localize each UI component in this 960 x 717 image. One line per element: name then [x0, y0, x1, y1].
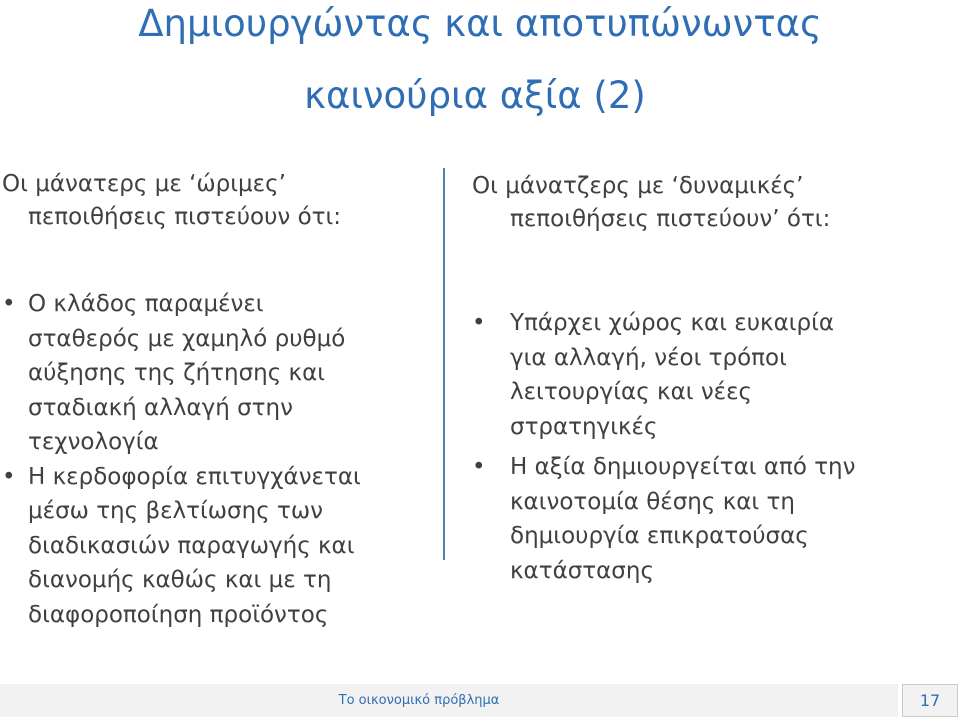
bullet-line: κατάστασης	[510, 557, 654, 584]
bullet-line: Ο κλάδος παραμένει	[28, 291, 264, 317]
bullet-dot-icon: •	[472, 454, 486, 480]
column-divider	[443, 168, 445, 560]
bullet-line: μέσω της βελτίωσης των	[28, 498, 323, 524]
bullet-line: σταδιακή αλλαγή στην	[28, 394, 293, 421]
left-heading-line2: πεποιθήσεις πιστεύουν ότι:	[28, 204, 342, 230]
bullet-line: σταθερός με χαμηλό ρυθμό	[28, 325, 346, 352]
bullet-line: δημιουργία επικρατούσας	[510, 523, 809, 549]
page-number: 17	[902, 684, 958, 717]
list-item	[472, 450, 942, 588]
slide-title	[0, 0, 960, 116]
right-column	[472, 170, 942, 588]
bullet-line: διανομής καθώς και με τη	[28, 567, 332, 593]
bullet-line: λειτουργίας και νέες	[510, 379, 753, 405]
list-item	[472, 306, 942, 444]
list-item	[2, 287, 422, 460]
right-bullet-list	[472, 306, 942, 588]
left-heading-line1: Οι μάνατερς με ‘ώριμες’	[2, 171, 286, 197]
bullet-dot-icon: •	[2, 291, 16, 317]
slide-title-line1: Δημιουργώντας και αποτυπώνωντας	[138, 2, 822, 45]
bullet-line: διαφοροποίηση προϊόντος	[28, 601, 329, 628]
right-heading-line2: πεποιθήσεις πιστεύουν’ ότι:	[510, 206, 831, 232]
bullet-line: διαδικασιών παραγωγής και	[28, 532, 355, 559]
bullet-line: τεχνολογία	[28, 429, 159, 455]
list-item	[2, 460, 422, 633]
bullet-line: για αλλαγή, νέοι τρόποι	[510, 344, 787, 371]
bullet-line: Η αξία δημιουργείται από την	[510, 454, 856, 480]
bullet-line: στρατηγικές	[510, 413, 658, 440]
bullet-line: καινοτομία θέσης και τη	[510, 488, 795, 515]
right-column-heading	[472, 170, 942, 236]
left-bullet-list	[2, 287, 422, 632]
right-heading-line1: Οι μάνατζερς με ‘δυναμικές’	[472, 173, 804, 199]
bullet-line: αύξησης της ζήτησης και	[28, 360, 326, 386]
bullet-line: Η κερδοφορία επιτυγχάνεται	[28, 463, 361, 490]
bullet-dot-icon: •	[472, 310, 486, 336]
slide-title-line2: καινούρια αξία (2)	[304, 74, 646, 117]
left-column-heading	[2, 168, 422, 234]
bullet-dot-icon: •	[2, 463, 16, 490]
bullet-line: Υπάρχει χώρος και ευκαιρία	[510, 310, 835, 336]
footer-text: Το οικονομικό πρόβλημα	[338, 693, 500, 708]
left-column	[2, 168, 422, 632]
